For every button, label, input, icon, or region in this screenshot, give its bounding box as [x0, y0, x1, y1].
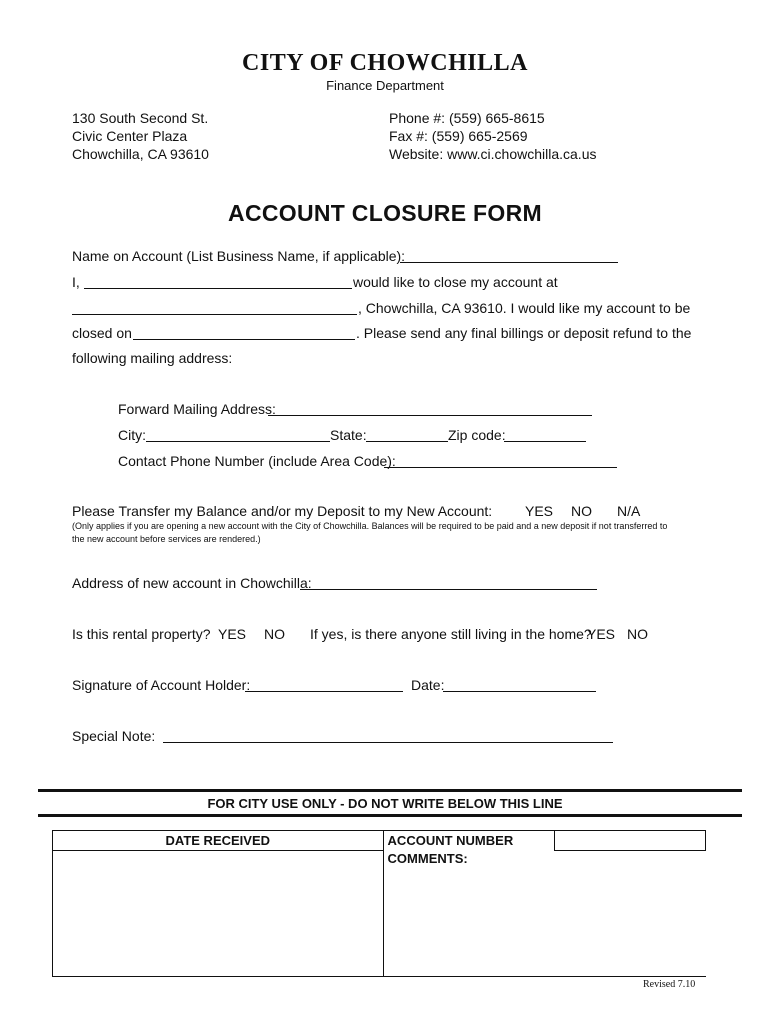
comments-field[interactable] — [383, 851, 705, 977]
closed-on-label: closed on — [72, 325, 132, 341]
phone-label: Phone #: (559) 665-8615 — [389, 110, 545, 126]
living-yes-option[interactable]: YES — [587, 626, 616, 642]
new-address-label: Address of new account in Chowchilla: — [72, 575, 312, 591]
city-title: CITY OF CHOWCHILLA — [242, 50, 528, 76]
divider-bottom — [38, 814, 742, 817]
address-line-1: 130 South Second St. — [72, 110, 209, 126]
contact-phone-field[interactable] — [384, 467, 617, 468]
date-label: Date: — [411, 677, 445, 693]
city-label: City: — [118, 427, 146, 443]
account-holder-name-field[interactable] — [84, 288, 352, 289]
city-use-banner: FOR CITY USE ONLY - DO NOT WRITE BELOW THIS LINE — [207, 796, 563, 811]
forward-address-label: Forward Mailing Address: — [118, 401, 276, 417]
zip-label: Zip code: — [448, 427, 506, 443]
address-line-2: Civic Center Plaza — [72, 128, 188, 144]
mailing-text: following mailing address: — [72, 350, 233, 366]
transfer-na-option[interactable]: N/A — [617, 503, 641, 519]
date-received-field[interactable] — [53, 851, 384, 977]
closed-on-date-field[interactable] — [133, 339, 355, 340]
department-label: Finance Department — [326, 78, 444, 93]
rental-no-option[interactable]: NO — [264, 626, 285, 642]
name-on-account-label: Name on Account (List Business Name, if applicable): — [72, 248, 406, 264]
fax-label: Fax #: (559) 665-2569 — [389, 128, 528, 144]
service-address-field[interactable] — [72, 314, 357, 315]
name-on-account-field[interactable] — [400, 262, 618, 263]
revised-label: Revised 7.10 — [643, 979, 696, 990]
transfer-note: (Only applies if you are opening a new account with the City of Chowchilla. Balances will be required to be paid and a new deposit if not transferred to the new account before services are rendered.) — [72, 521, 668, 544]
forward-address-field[interactable] — [268, 415, 592, 416]
comments-label: COMMENTS: — [387, 851, 468, 866]
address-line-3: Chowchilla, CA 93610 — [72, 146, 209, 162]
rental-question: Is this rental property? — [72, 626, 211, 642]
location-text: , Chowchilla, CA 93610. I would like my account to be — [358, 300, 691, 316]
website-label: Website: www.ci.chowchilla.ca.us — [389, 146, 597, 162]
date-received-header: DATE RECEIVED — [53, 831, 384, 851]
living-question: If yes, is there anyone still living in the home? — [310, 626, 592, 642]
rental-yes-option[interactable]: YES — [218, 626, 247, 642]
state-field[interactable] — [366, 441, 448, 442]
city-field[interactable] — [146, 441, 330, 442]
state-label: State: — [330, 427, 367, 443]
account-number-field[interactable] — [554, 831, 705, 851]
i-label: I, — [72, 274, 80, 290]
living-no-option[interactable]: NO — [627, 626, 648, 642]
transfer-yes-option[interactable]: YES — [525, 503, 554, 519]
transfer-label: Please Transfer my Balance and/or my Deposit to my New Account: — [72, 503, 493, 519]
form-title: ACCOUNT CLOSURE FORM — [228, 200, 542, 226]
special-note-label: Special Note: — [72, 728, 156, 744]
billing-text: . Please send any final billings or deposit refund to the — [356, 325, 692, 341]
contact-phone-label: Contact Phone Number (include Area Code): — [118, 453, 396, 469]
account-number-header: ACCOUNT NUMBER — [383, 831, 554, 851]
signature-field[interactable] — [245, 691, 403, 692]
transfer-no-option[interactable]: NO — [571, 503, 592, 519]
date-field[interactable] — [443, 691, 596, 692]
city-use-table — [52, 830, 706, 977]
signature-label: Signature of Account Holder: — [72, 677, 251, 693]
special-note-field[interactable] — [163, 742, 613, 743]
zip-field[interactable] — [504, 441, 586, 442]
close-text: would like to close my account at — [353, 274, 558, 290]
new-address-field[interactable] — [300, 589, 597, 590]
divider-top — [38, 789, 742, 792]
